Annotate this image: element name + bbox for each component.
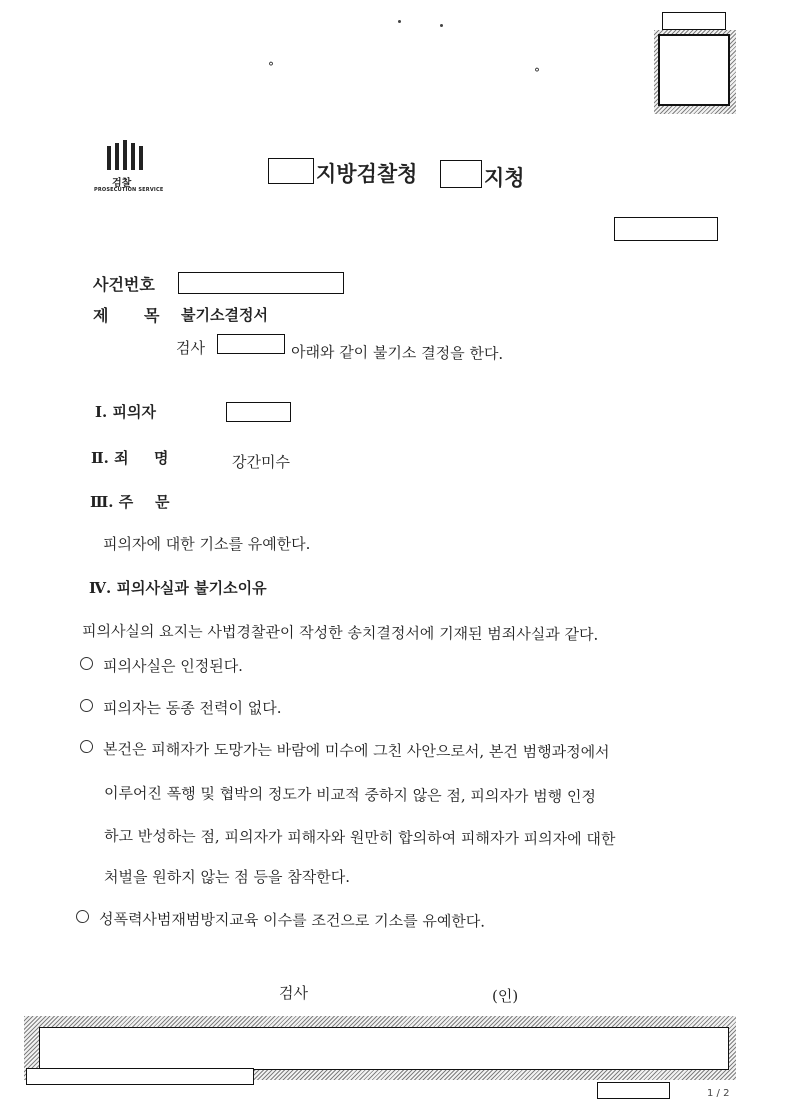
bullet-circle-icon — [80, 740, 93, 753]
seal-placeholder: (인) — [492, 987, 519, 1005]
bullet-circle-icon — [80, 699, 93, 712]
redacted-prosecutor-name — [217, 334, 285, 354]
redacted-photo — [658, 34, 730, 106]
section-3-heading-2: 문 — [155, 493, 170, 511]
redacted-date — [614, 217, 718, 241]
redacted-footer-small — [597, 1082, 670, 1099]
logo-text: 검찰 — [112, 178, 132, 189]
reason-continuation: 처벌을 원하지 않는 점 등을 참작한다. — [104, 868, 350, 886]
section-1-heading: Ⅰ. 피의자 — [95, 403, 156, 421]
section-2-heading-1: Ⅱ. 죄 — [91, 449, 129, 467]
redacted-stamp-label — [662, 12, 726, 30]
reason-text: 본건은 피해자가 도망가는 바람에 미수에 그친 사안으로서, 본건 범행과정에서 — [102, 740, 610, 762]
reason-continuation: 하고 반성하는 점, 피의자가 피해자와 원만히 합의하여 피해자가 피의자에 대한 — [103, 827, 616, 849]
reason-item — [80, 738, 610, 762]
section-3-heading-1: Ⅲ. 주 — [90, 493, 134, 511]
scan-speck — [440, 24, 443, 27]
branch-title: 지청 — [484, 165, 525, 190]
scan-mark: ° — [268, 60, 274, 74]
facts-summary: 피의사실의 요지는 사법경찰관이 작성한 송치결정서에 기재된 범죄사실과 같다. — [81, 622, 599, 644]
title-label-2: 목 — [144, 306, 160, 325]
redacted-suspect-name — [226, 402, 291, 422]
intro-suffix: 아래와 같이 불기소 결정을 한다. — [290, 343, 504, 363]
section-2-heading-2: 명 — [154, 449, 169, 467]
reason-text: 성폭력사범재범방지교육 이수를 조건으로 기소를 유예한다. — [98, 910, 486, 931]
reason-item — [80, 655, 243, 676]
section-4-heading: Ⅳ. 피의사실과 불기소이유 — [89, 579, 267, 597]
reason-item — [80, 697, 281, 718]
scan-speck — [398, 20, 401, 23]
redacted-footer-block — [39, 1027, 729, 1070]
agency-title: 지방검찰청 — [316, 161, 418, 186]
bullet-circle-icon — [76, 910, 89, 923]
logo-bars-icon — [106, 140, 150, 170]
page-number: 1 / 2 — [707, 1088, 730, 1099]
reason-text: 피의사실은 인정된다. — [103, 657, 243, 675]
redacted-case-number — [178, 272, 344, 294]
title-label-1: 제 — [93, 306, 109, 325]
document-title: 불기소결정서 — [181, 306, 268, 324]
signature-label: 검사 — [279, 984, 308, 1002]
redacted-footer-line — [26, 1068, 254, 1085]
disposition-text: 피의자에 대한 기소를 유예한다. — [103, 535, 311, 553]
logo-subtext: PROSECUTION SERVICE — [94, 187, 164, 193]
reason-item — [76, 908, 485, 931]
reason-continuation: 이루어진 폭행 및 협박의 정도가 비교적 중하지 않은 점, 피의자가 범행 인정 — [103, 784, 596, 806]
case-number-label: 사건번호 — [93, 275, 155, 294]
charge-name: 강간미수 — [232, 453, 290, 471]
bullet-circle-icon — [80, 657, 93, 670]
prosecution-logo — [94, 140, 164, 200]
redacted-branch-name — [440, 160, 482, 188]
scan-mark: ° — [534, 66, 540, 80]
reason-text: 피의자는 동종 전력이 없다. — [103, 699, 282, 717]
intro-prefix: 검사 — [176, 339, 205, 357]
redacted-agency-name — [268, 158, 314, 184]
